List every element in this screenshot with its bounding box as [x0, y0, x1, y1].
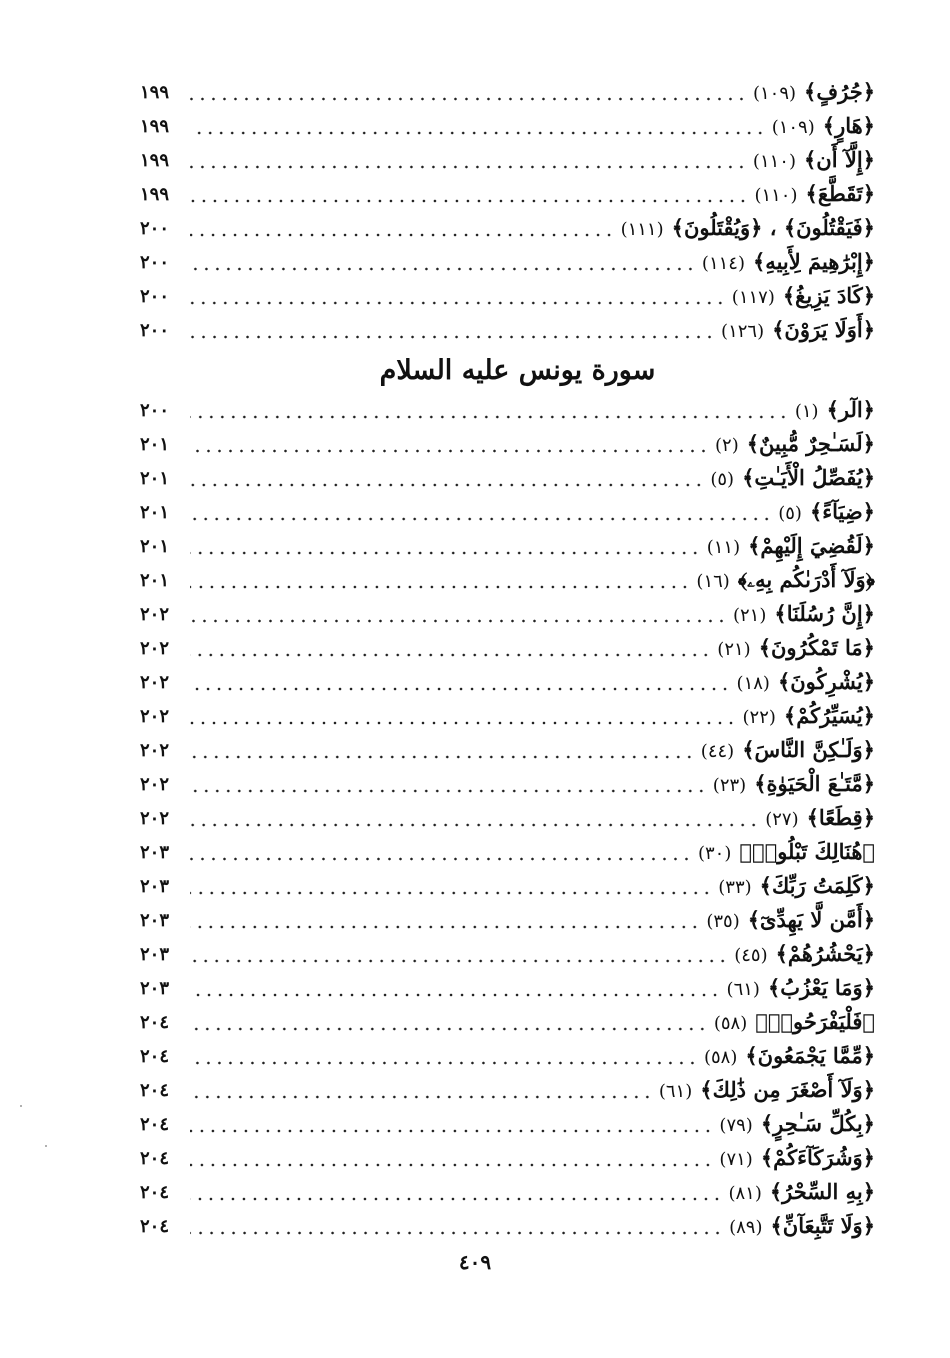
quran-word: ﴿فَلْيَفْرَحُوا۟﴾	[755, 1009, 875, 1034]
page-reference: ٢٠٠	[140, 252, 170, 273]
dot-leader	[190, 1074, 653, 1108]
page-reference: ١٩٩	[140, 184, 170, 205]
verse-number: (١٠٩)	[771, 117, 815, 138]
entry-text	[733, 597, 875, 633]
verse-number: (٢١)	[717, 639, 751, 660]
page-reference: ٢٠٣	[140, 910, 170, 931]
entry-text	[795, 393, 875, 429]
verse-number: (٣٣)	[718, 877, 752, 898]
verse-number: (١١١)	[620, 219, 664, 240]
entry-text	[754, 177, 875, 213]
quran-word: ﴿وَمَا يَعْزُبُ﴾	[767, 975, 875, 1000]
entry-text	[728, 1175, 875, 1211]
index-entry-row	[140, 768, 875, 802]
verse-number: (١١٧)	[731, 287, 775, 308]
quran-word: ﴿مَّتَـٰعَ الْحَيَوٰةِ﴾	[754, 771, 875, 796]
quran-word: ﴿مَا تَمْكُرُونَ﴾	[758, 635, 875, 660]
index-entry-row	[140, 938, 875, 972]
entry-text	[729, 1209, 875, 1245]
dot-leader	[190, 904, 700, 938]
verse-number: (٨٩)	[729, 1217, 763, 1238]
index-entry-row	[140, 1074, 875, 1108]
quran-word: ﴿يُشْرِكُونَ﴾	[777, 669, 875, 694]
page-reference: ٢٠٠	[140, 320, 170, 341]
verse-number: (١١٠)	[752, 151, 796, 172]
dot-leader	[190, 802, 759, 836]
dot-leader	[190, 1040, 698, 1074]
entry-text	[719, 1107, 875, 1143]
verse-number: (١١٤)	[701, 253, 745, 274]
index-entry-row	[140, 428, 875, 462]
page-reference: ٢٠١	[140, 468, 170, 489]
page-reference: ٢٠٢	[140, 740, 170, 761]
dot-leader	[190, 734, 695, 768]
index-entry-row	[140, 530, 875, 564]
verse-number: (٦١)	[658, 1081, 693, 1102]
page-reference: ٢٠٢	[140, 638, 170, 659]
page-reference: ١٩٩	[140, 116, 170, 137]
index-entry-row	[140, 1210, 875, 1244]
verse-number: (٣٠)	[697, 843, 732, 864]
index-group-previous-surah	[140, 76, 875, 348]
verse-number: (٢)	[715, 435, 739, 456]
verse-number: (١١٠)	[754, 185, 798, 206]
index-entry-row	[140, 870, 875, 904]
dot-leader	[190, 462, 704, 496]
quran-word: ﴿وَلَآ أَدْرَىٰكُم بِهِۦ﴾	[737, 567, 875, 592]
index-entry-row	[140, 212, 875, 246]
index-group-surah-yunus	[140, 394, 875, 1244]
index-entry-row	[140, 666, 875, 700]
verse-number: (٢٢)	[742, 707, 776, 728]
index-entry-row	[140, 836, 875, 870]
quran-word: ﴿إِنَّ رُسُلَنَا﴾	[774, 601, 875, 626]
page-reference: ٢٠٤	[140, 1046, 170, 1067]
verse-number: (٢٣)	[712, 775, 747, 796]
quran-word: ﴿يَحْشُرُهُمْ﴾	[775, 941, 875, 966]
scan-speck	[20, 1105, 22, 1107]
verse-number: (٤٥)	[734, 945, 768, 966]
verse-number: (١١)	[706, 537, 741, 558]
page-reference: ٢٠٤	[140, 1012, 170, 1033]
entry-text	[696, 563, 875, 599]
index-entry-row	[140, 1176, 875, 1210]
page-reference: ٢٠٣	[140, 876, 170, 897]
dot-leader	[190, 972, 721, 1006]
page-reference: ٢٠٣	[140, 978, 170, 999]
page-reference: ٢٠٤	[140, 1216, 170, 1237]
dot-leader	[190, 666, 731, 700]
verse-number: (١٠٩)	[752, 83, 797, 104]
dot-leader	[190, 938, 728, 972]
verse-number: (٧٩)	[719, 1115, 753, 1136]
verse-number: (٢١)	[732, 605, 767, 626]
quran-word: ﴿وَلَآ أَصْغَرَ مِن ذَٰلِكَ﴾	[700, 1077, 875, 1102]
dot-leader	[190, 1108, 713, 1142]
dot-leader	[190, 632, 711, 666]
dot-leader	[190, 1142, 713, 1176]
page-reference: ٢٠٣	[140, 842, 170, 863]
entry-text	[704, 1039, 875, 1075]
dot-leader	[190, 314, 715, 348]
entry-text	[714, 1005, 875, 1041]
quran-word: ﴿وَشُرَكَآءَكُمْ﴾	[760, 1145, 875, 1170]
dot-leader	[190, 564, 690, 598]
quran-word: ﴿إِلَّآ أَن﴾	[804, 147, 875, 172]
verse-number: (٥٨)	[713, 1013, 748, 1034]
dot-leader	[190, 394, 789, 428]
dot-leader	[190, 280, 726, 314]
dot-leader	[190, 768, 707, 802]
verse-number: (٥٨)	[703, 1047, 738, 1068]
entry-text	[734, 937, 875, 973]
entry-text	[701, 733, 875, 769]
quran-word: ﴿يُسَيِّرُكُمْ﴾	[783, 703, 875, 728]
quran-word: ﴿وَلَـٰكِنَّ النَّاسَ﴾	[742, 737, 875, 762]
index-entry-row	[140, 598, 875, 632]
index-entry-row	[140, 314, 875, 348]
quran-word: ﴿جُرُفٍ﴾	[804, 79, 875, 104]
quran-word: ﴿الٓر﴾	[826, 397, 875, 422]
quran-word: ﴿قِطَعًا﴾	[806, 805, 875, 830]
quran-word: ﴿تَقَطَّعَ﴾	[805, 181, 875, 206]
entry-text	[710, 461, 875, 497]
page-reference: ٢٠٠	[140, 400, 170, 421]
entry-text	[732, 279, 875, 315]
index-list	[140, 76, 875, 1244]
page-reference: ٢٠٠	[140, 286, 170, 307]
entry-text	[737, 665, 875, 701]
entry-text	[772, 109, 875, 145]
quran-word: ﴿وَلَا تَتَّبِعَآنِّ﴾	[770, 1213, 875, 1238]
page-reference: ٢٠١	[140, 536, 170, 557]
index-entry-row	[140, 496, 875, 530]
dot-leader	[190, 496, 772, 530]
page-reference: ٢٠٢	[140, 808, 170, 829]
index-entry-row	[140, 76, 875, 110]
dot-leader	[190, 212, 615, 246]
page-reference: ١٩٩	[140, 82, 170, 103]
dot-leader	[190, 246, 696, 280]
quran-word: ﴿كَادَ يَزِيغُ﴾	[782, 283, 875, 308]
index-entry-row	[140, 564, 875, 598]
index-entry-row	[140, 394, 875, 428]
page-reference: ٢٠٤	[140, 1148, 170, 1169]
dot-leader	[190, 1176, 722, 1210]
verse-number: (١)	[794, 401, 819, 422]
dot-leader	[190, 700, 737, 734]
index-entry-row	[140, 178, 875, 212]
dot-leader	[190, 144, 747, 178]
entry-text	[706, 903, 875, 939]
dot-leader	[190, 530, 701, 564]
page-reference: ٢٠٢	[140, 672, 170, 693]
quran-word: ﴿هُنَالِكَ تَبْلُوا۟﴾	[739, 839, 875, 864]
quran-word: ﴿أَمَّن لَّا يَهِدِّىٓ﴾	[747, 907, 875, 932]
entry-text	[698, 835, 875, 871]
index-entry-row	[140, 1006, 875, 1040]
page-reference: ٢٠٢	[140, 604, 170, 625]
entry-text	[765, 801, 875, 837]
verse-number: (٨١)	[728, 1183, 762, 1204]
verse-number: (٧١)	[719, 1149, 753, 1170]
page-number: ٤٠٩	[458, 1250, 492, 1274]
entry-text	[621, 211, 875, 247]
quran-word: ﴿فَيَقْتُلُونَ﴾ ، ﴿وَيُقْتَلُونَ﴾	[671, 215, 875, 240]
page-reference: ٢٠٣	[140, 944, 170, 965]
entry-text	[702, 245, 875, 281]
index-entry-row	[140, 1040, 875, 1074]
quran-word: ﴿بِكُلِّ سَـٰحِرٍ﴾	[760, 1111, 875, 1136]
index-entry-row	[140, 144, 875, 178]
verse-number: (١٢٦)	[721, 321, 765, 342]
page-reference: ٢٠١	[140, 434, 170, 455]
dot-leader	[190, 598, 727, 632]
index-entry-row	[140, 246, 875, 280]
index-entry-row	[140, 462, 875, 496]
verse-number: (٥)	[778, 503, 802, 524]
section-title: سورة يونس عليه السلام	[379, 355, 656, 386]
quran-word: ﴿لَقُضِيَ إِلَيْهِمْ﴾	[748, 533, 875, 558]
dot-leader	[190, 836, 692, 870]
verse-number: (٥)	[710, 469, 735, 490]
entry-text	[753, 143, 875, 179]
verse-number: (١٨)	[736, 673, 770, 694]
dot-leader	[190, 110, 766, 144]
quran-word: ﴿إِبْرَٰهِيمَ لِأَبِيهِ﴾	[753, 249, 875, 274]
dot-leader	[190, 178, 748, 212]
index-entry-row	[140, 1142, 875, 1176]
dot-leader	[190, 870, 712, 904]
index-entry-row	[140, 972, 875, 1006]
verse-number: (١٦)	[696, 571, 730, 592]
index-entry-row	[140, 802, 875, 836]
scan-speck	[45, 1145, 47, 1147]
page-reference: ٢٠٢	[140, 706, 170, 727]
page-reference: ١٩٩	[140, 150, 170, 171]
dot-leader	[190, 1210, 723, 1244]
quran-word: ﴿ضِيَآءً﴾	[809, 499, 875, 524]
entry-text	[713, 767, 875, 803]
page-reference: ٢٠١	[140, 570, 170, 591]
page-reference: ٢٠١	[140, 502, 170, 523]
quran-word: ﴿كَلِمَتُ رَبِّكَ﴾	[759, 873, 875, 898]
page-reference: ٢٠٤	[140, 1182, 170, 1203]
page-reference: ٢٠٤	[140, 1114, 170, 1135]
dot-leader	[190, 1006, 708, 1040]
index-entry-row	[140, 904, 875, 938]
entry-text	[659, 1073, 875, 1109]
index-entry-row	[140, 110, 875, 144]
dot-leader	[190, 428, 709, 462]
dot-leader	[190, 76, 747, 110]
verse-number: (٢٧)	[765, 809, 799, 830]
quran-word: ﴿يُفَصِّلُ الْأَيَـٰتِ﴾	[742, 465, 875, 490]
entry-text	[717, 631, 875, 667]
verse-number: (٣٥)	[706, 911, 740, 932]
entry-text	[727, 971, 875, 1007]
quran-word: ﴿هَارٍ﴾	[822, 113, 875, 138]
page-reference: ٢٠٠	[140, 218, 170, 239]
entry-text	[753, 75, 875, 111]
index-entry-row	[140, 734, 875, 768]
index-entry-row	[140, 700, 875, 734]
entry-text	[715, 427, 875, 463]
page-reference: ٢٠٢	[140, 774, 170, 795]
quran-word: ﴿مِّمَّا يَجْمَعُونَ﴾	[745, 1043, 875, 1068]
quran-word: ﴿لَسَـٰحِرٌ مُّبِينٌ﴾	[746, 431, 875, 456]
entry-text	[719, 1141, 875, 1177]
entry-text	[721, 313, 875, 349]
index-entry-row	[140, 1108, 875, 1142]
index-entry-row	[140, 632, 875, 666]
verse-number: (٤٤)	[700, 741, 735, 762]
verse-number: (٦١)	[726, 979, 760, 1000]
quran-word: ﴿بِهِ السِّحْرُ﴾	[769, 1179, 875, 1204]
quran-word: ﴿أَوَلَا يَرَوْنَ﴾	[772, 317, 875, 342]
index-entry-row	[140, 280, 875, 314]
entry-text	[707, 529, 875, 565]
entry-text	[718, 869, 875, 905]
page-reference: ٢٠٤	[140, 1080, 170, 1101]
entry-text	[778, 495, 875, 531]
entry-text	[743, 699, 876, 735]
